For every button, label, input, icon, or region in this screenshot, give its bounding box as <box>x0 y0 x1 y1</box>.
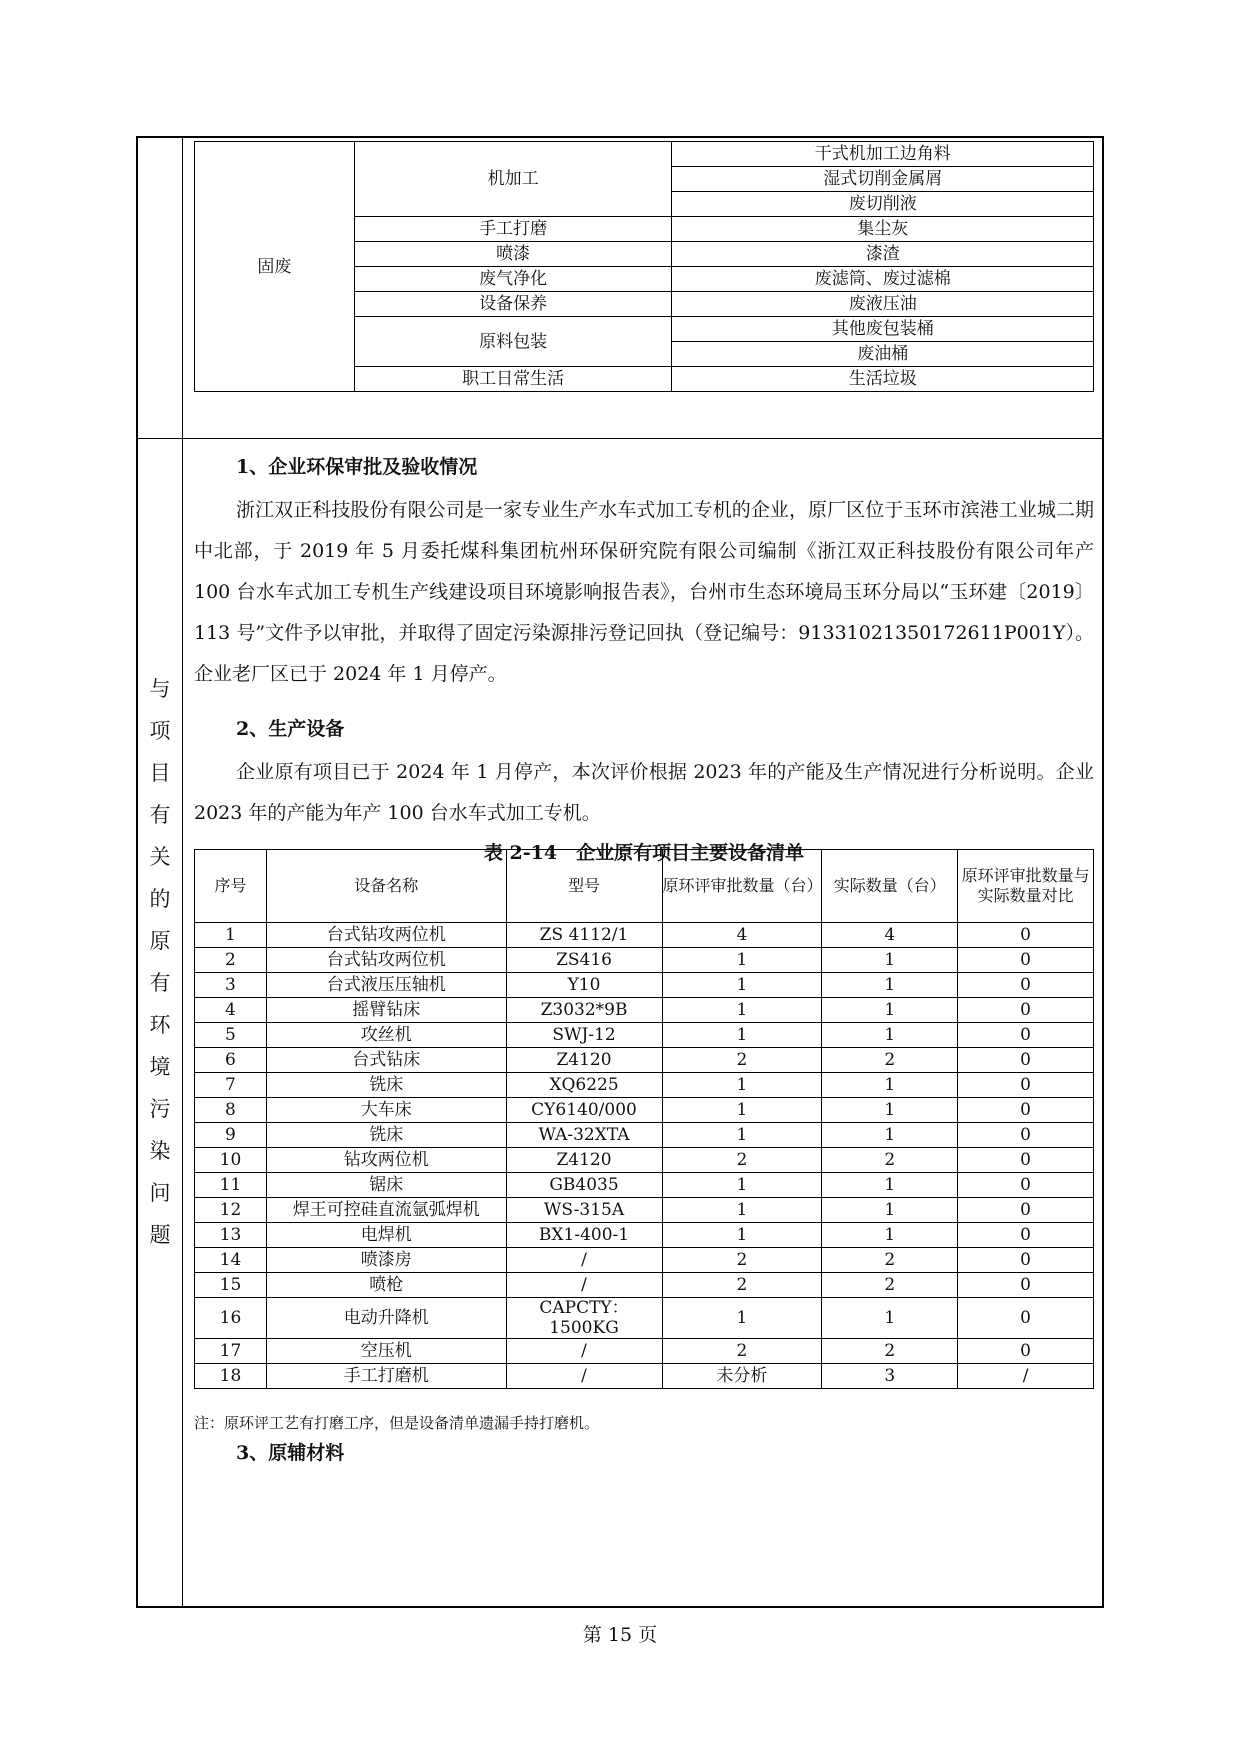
table-cell: 1 <box>822 998 958 1023</box>
table-row <box>195 1048 1094 1073</box>
table-cell: 2 <box>822 1248 958 1273</box>
table-cell: 0 <box>958 948 1094 973</box>
side-label-char: 染 <box>149 1139 171 1163</box>
waste-source: 喷漆 <box>354 242 672 267</box>
side-label-char: 与 <box>149 677 171 701</box>
table-cell: 18 <box>195 1364 267 1389</box>
waste-name: 湿式切削金属屑 <box>672 167 1094 192</box>
table-cell: 2 <box>662 1248 822 1273</box>
table-cell: SWJ-12 <box>506 1023 662 1048</box>
table-cell: XQ6225 <box>506 1073 662 1098</box>
table-cell: 0 <box>958 1023 1094 1048</box>
table-cell: 16 <box>195 1298 267 1339</box>
waste-name: 废液压油 <box>672 292 1094 317</box>
table-header-row <box>195 850 1094 923</box>
solid-waste-table <box>194 141 1094 392</box>
table-cell: 0 <box>958 1048 1094 1073</box>
table-cell: 电焊机 <box>266 1223 506 1248</box>
table-cell: GB4035 <box>506 1173 662 1198</box>
table-note: 注：原环评工艺有打磨工序，但是设备清单遗漏手持打磨机。 <box>194 1414 600 1432</box>
table-cell: 4 <box>662 923 822 948</box>
table-cell: 喷枪 <box>266 1273 506 1298</box>
table-row <box>195 1364 1094 1389</box>
table-row <box>195 1273 1094 1298</box>
table-cell: 1 <box>662 998 822 1023</box>
table-cell: 3 <box>822 1364 958 1389</box>
table-cell: 3 <box>195 973 267 998</box>
left-column-divider <box>182 138 183 1606</box>
side-label-char: 问 <box>149 1181 171 1205</box>
column-header: 原环评审批数量（台） <box>662 850 822 923</box>
side-label-char: 有 <box>149 803 171 827</box>
table-cell: 1 <box>662 1298 822 1339</box>
table-cell: 大车床 <box>266 1098 506 1123</box>
table-cell: 0 <box>958 1098 1094 1123</box>
side-label-char: 关 <box>149 845 171 869</box>
table-cell: 喷漆房 <box>266 1248 506 1273</box>
table-row <box>195 1339 1094 1364</box>
table-cell: 1 <box>822 1073 958 1098</box>
table-cell: 1 <box>662 1198 822 1223</box>
table-cell: 1 <box>822 948 958 973</box>
table-row <box>195 1073 1094 1098</box>
section3-heading: 3、原辅材料 <box>236 1442 345 1464</box>
table-cell: 未分析 <box>662 1364 822 1389</box>
table-cell: 1 <box>662 948 822 973</box>
table-cell: 0 <box>958 1339 1094 1364</box>
column-header: 序号 <box>195 850 267 923</box>
table-cell: 2 <box>822 1148 958 1173</box>
table-cell: CY6140/000 <box>506 1098 662 1123</box>
table-row <box>195 1223 1094 1248</box>
side-label-char: 境 <box>149 1055 171 1079</box>
table-cell: 1 <box>822 1023 958 1048</box>
table-row <box>195 998 1094 1023</box>
column-header: 原环评审批数量与实际数量对比 <box>958 850 1094 923</box>
waste-source: 职工日常生活 <box>354 367 672 392</box>
table-cell: 1 <box>662 1223 822 1248</box>
waste-name: 废切削液 <box>672 192 1094 217</box>
table-cell: 锯床 <box>266 1173 506 1198</box>
table-cell: 2 <box>822 1048 958 1073</box>
table-cell: 4 <box>195 998 267 1023</box>
waste-name: 废油桶 <box>672 342 1094 367</box>
table-cell: 0 <box>958 1273 1094 1298</box>
table-row <box>195 1098 1094 1123</box>
table-cell: 0 <box>958 1148 1094 1173</box>
table-cell: Y10 <box>506 973 662 998</box>
table-cell: 0 <box>958 1223 1094 1248</box>
side-label-char: 原 <box>149 929 171 953</box>
waste-name: 生活垃圾 <box>672 367 1094 392</box>
equipment-table <box>194 849 1094 1389</box>
table-row <box>195 1148 1094 1173</box>
table-cell: 10 <box>195 1148 267 1173</box>
table-cell: / <box>506 1248 662 1273</box>
side-label-char: 有 <box>149 971 171 995</box>
table-cell: 9 <box>195 1123 267 1148</box>
table-cell: 攻丝机 <box>266 1023 506 1048</box>
waste-source: 手工打磨 <box>354 217 672 242</box>
table-cell: 2 <box>822 1339 958 1364</box>
equipment-table-body <box>195 923 1094 1389</box>
table-cell: CAPCTY：1500KG <box>506 1298 662 1339</box>
table-cell: 2 <box>662 1339 822 1364</box>
table-cell: 1 <box>822 1098 958 1123</box>
table-cell: 2 <box>662 1048 822 1073</box>
table-row <box>195 973 1094 998</box>
table-cell: 0 <box>958 998 1094 1023</box>
waste-category: 固废 <box>195 142 355 392</box>
table-cell: Z3032*9B <box>506 998 662 1023</box>
waste-name: 集尘灰 <box>672 217 1094 242</box>
waste-source: 设备保养 <box>354 292 672 317</box>
table-cell: 0 <box>958 1173 1094 1198</box>
table-cell: / <box>506 1364 662 1389</box>
table-cell: 12 <box>195 1198 267 1223</box>
table-cell: 钻攻两位机 <box>266 1148 506 1173</box>
table-cell: 0 <box>958 1198 1094 1223</box>
waste-source: 废气净化 <box>354 267 672 292</box>
table-cell: WS-315A <box>506 1198 662 1223</box>
waste-source: 机加工 <box>354 142 672 217</box>
section1-heading: 1、企业环保审批及验收情况 <box>236 456 478 478</box>
table-cell: 0 <box>958 1248 1094 1273</box>
table-cell: 1 <box>822 973 958 998</box>
table-cell: 4 <box>822 923 958 948</box>
table-cell: 1 <box>822 1123 958 1148</box>
table-cell: 2 <box>662 1148 822 1173</box>
column-header: 设备名称 <box>266 850 506 923</box>
waste-name: 其他废包装桶 <box>672 317 1094 342</box>
table-cell: 空压机 <box>266 1339 506 1364</box>
table-cell: 1 <box>662 973 822 998</box>
section2-heading: 2、生产设备 <box>236 718 345 740</box>
table-cell: 0 <box>958 973 1094 998</box>
table-cell: 1 <box>822 1198 958 1223</box>
table-cell: 17 <box>195 1339 267 1364</box>
column-header: 实际数量（台） <box>822 850 958 923</box>
table-cell: 铣床 <box>266 1073 506 1098</box>
table-cell: 6 <box>195 1048 267 1073</box>
table-cell: 焊王可控硅直流氩弧焊机 <box>266 1198 506 1223</box>
table-cell: 1 <box>822 1298 958 1339</box>
table-cell: 台式液压压轴机 <box>266 973 506 998</box>
table-cell: 1 <box>195 923 267 948</box>
table-cell: Z4120 <box>506 1048 662 1073</box>
table-cell: 台式钻攻两位机 <box>266 948 506 973</box>
table-row <box>195 948 1094 973</box>
table-cell: ZS 4112/1 <box>506 923 662 948</box>
table-cell: 铣床 <box>266 1123 506 1148</box>
table-row <box>195 1248 1094 1273</box>
table-cell: BX1-400-1 <box>506 1223 662 1248</box>
table-cell: / <box>958 1364 1094 1389</box>
page-frame <box>136 136 1104 1608</box>
table-row <box>195 1298 1094 1339</box>
table-cell: 摇臂钻床 <box>266 998 506 1023</box>
table-cell: / <box>506 1339 662 1364</box>
table-cell: 13 <box>195 1223 267 1248</box>
table-cell: 台式钻攻两位机 <box>266 923 506 948</box>
table-cell: 1 <box>822 1173 958 1198</box>
table-cell: / <box>506 1273 662 1298</box>
table-row <box>195 1123 1094 1148</box>
table-row <box>195 1198 1094 1223</box>
column-header: 型号 <box>506 850 662 923</box>
table-cell: 手工打磨机 <box>266 1364 506 1389</box>
side-label-char: 题 <box>149 1223 171 1247</box>
table-cell: 1 <box>662 1098 822 1123</box>
table-row <box>195 1173 1094 1198</box>
table-cell: 0 <box>958 923 1094 948</box>
table-cell: 2 <box>195 948 267 973</box>
table-row <box>195 142 1094 167</box>
table-cell: 5 <box>195 1023 267 1048</box>
table-cell: 1 <box>822 1223 958 1248</box>
side-label-char: 环 <box>149 1013 171 1037</box>
table-cell: ZS416 <box>506 948 662 973</box>
table-cell: 1 <box>662 1023 822 1048</box>
table-cell: 2 <box>662 1273 822 1298</box>
table-cell: 15 <box>195 1273 267 1298</box>
table-cell: 14 <box>195 1248 267 1273</box>
table-cell: 台式钻床 <box>266 1048 506 1073</box>
section1-paragraph: 浙江双正科技股份有限公司是一家专业生产水车式加工专机的企业，原厂区位于玉环市滨港工业城二期中北部，于 2019 年 5 月委托煤科集团杭州环保研究院有限公司编制《浙江双正科技股份有限公司年产 100 台水车式加工专机生产线建设项目环境影响报告表》，台州市生态环境局玉环分局以“玉环建〔2019〕113 号”文件予以审批，并取得了固定污染源排污登记回执（登记编号：91331021350172611P001Y）。企业老厂区已于 2024 年 1 月停产。 <box>194 499 1094 685</box>
table-row <box>195 1023 1094 1048</box>
side-label-char: 目 <box>149 761 171 785</box>
table-row <box>195 923 1094 948</box>
table-cell: 1 <box>662 1073 822 1098</box>
waste-name: 干式机加工边角料 <box>672 142 1094 167</box>
table-cell: 0 <box>958 1298 1094 1339</box>
table-cell: 0 <box>958 1123 1094 1148</box>
table-cell: 8 <box>195 1098 267 1123</box>
table-cell: Z4120 <box>506 1148 662 1173</box>
waste-name: 废滤筒、废过滤棉 <box>672 267 1094 292</box>
table-cell: 11 <box>195 1173 267 1198</box>
side-label-char: 污 <box>149 1097 171 1121</box>
side-label-char: 的 <box>149 887 171 911</box>
table-cell: 电动升降机 <box>266 1298 506 1339</box>
page-number: 第 15 页 <box>582 1624 658 1646</box>
table-cell: 2 <box>822 1273 958 1298</box>
table-cell: 7 <box>195 1073 267 1098</box>
side-label-char: 项 <box>149 719 171 743</box>
section2-paragraph: 企业原有项目已于 2024 年 1 月停产，本次评价根据 2023 年的产能及生产情况进行分析说明。企业 2023 年的产能为年产 100 台水车式加工专机。 <box>194 761 1094 824</box>
equipment-table-caption: 表 2-14 企业原有项目主要设备清单 <box>483 842 805 864</box>
waste-source: 原料包装 <box>354 317 672 367</box>
table-cell: 1 <box>662 1173 822 1198</box>
table-cell: 0 <box>958 1073 1094 1098</box>
table-cell: WA-32XTA <box>506 1123 662 1148</box>
table-cell: 1 <box>662 1123 822 1148</box>
waste-name: 漆渣 <box>672 242 1094 267</box>
side-label <box>138 668 182 1256</box>
row-divider <box>138 438 1102 439</box>
